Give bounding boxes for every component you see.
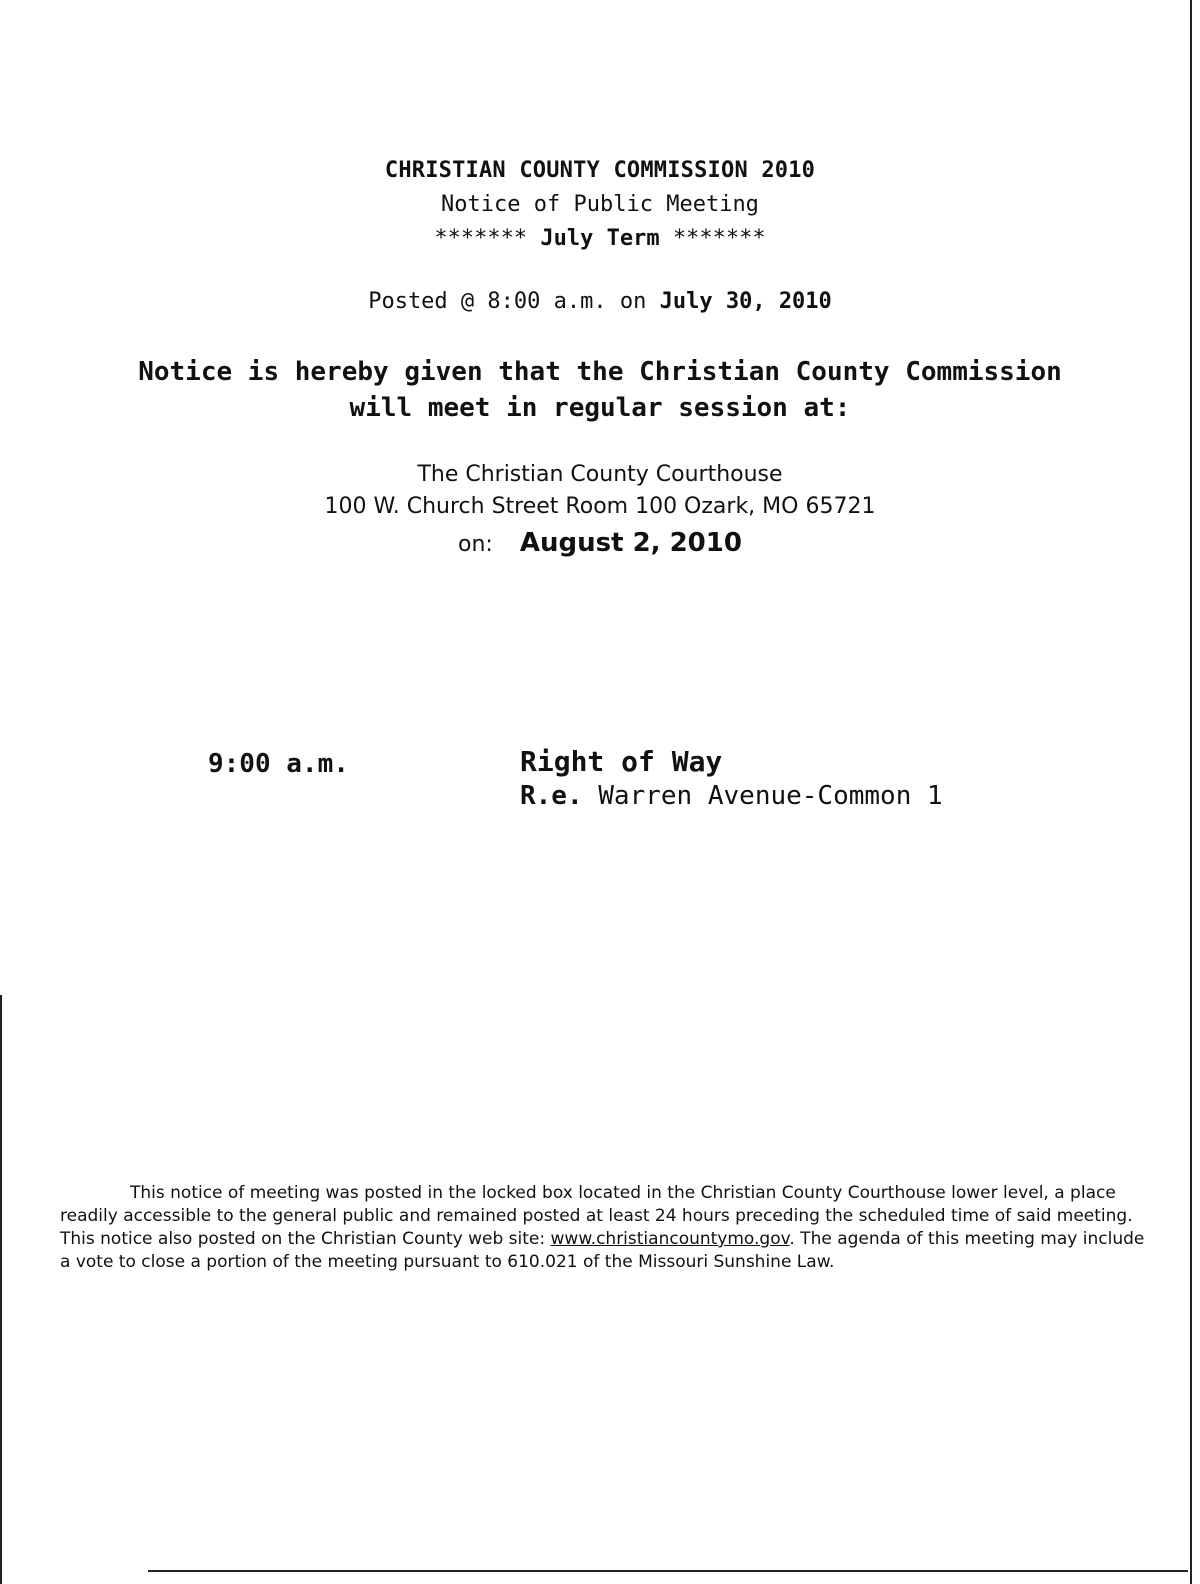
document-subtitle: Notice of Public Meeting	[441, 192, 759, 217]
agenda-item-title: Right of Way	[520, 745, 723, 778]
agenda-re-label: R.e.	[520, 781, 583, 811]
document-title: CHRISTIAN COUNTY COMMISSION 2010	[384, 158, 816, 183]
notice-line-2: will meet in regular session at:	[349, 393, 851, 423]
location-address: 100 W. Church Street Room 100 Ozark, MO 65721	[324, 494, 876, 519]
scan-edge-left	[0, 995, 2, 1584]
on-label: on:	[458, 532, 493, 557]
meeting-date: August 2, 2010	[519, 528, 742, 558]
posted-line	[0, 289, 1200, 314]
footer-notice	[60, 1182, 1150, 1274]
agenda-time: 9:00 a.m.	[208, 749, 349, 779]
term-label: July Term	[540, 226, 660, 251]
website-link[interactable]: www.christiancountymo.gov	[550, 1229, 790, 1249]
scan-edge-bottom	[148, 1570, 1188, 1572]
term-stars-right: *******	[672, 226, 766, 251]
agenda-item-subject	[520, 781, 943, 811]
footer-text-before-link: This notice of meeting was posted in the locked box located in the Christian County Courthouse lower level, a place readily accessible to the general public and remained posted at least 24 hours preceding the scheduled time of said meeting. This notice also posted on the Christian County web site:	[60, 1183, 1133, 1249]
location-name: The Christian County Courthouse	[417, 462, 783, 487]
posted-prefix: Posted @ 8:00 a.m. on	[368, 289, 647, 314]
meeting-date-line	[0, 528, 1200, 558]
agenda-re-text: Warren Avenue-Common 1	[598, 781, 943, 811]
notice-line-1: Notice is hereby given that the Christian County Commission	[138, 357, 1062, 387]
posted-date: July 30, 2010	[659, 289, 832, 314]
term-line	[0, 226, 1200, 251]
footer-text-after-link: . The agenda of this meeting may include a vote to close a portion of the meeting pursuant to 610.021 of the Missouri Sunshine Law.	[60, 1229, 1145, 1272]
term-stars-left: *******	[434, 226, 528, 251]
